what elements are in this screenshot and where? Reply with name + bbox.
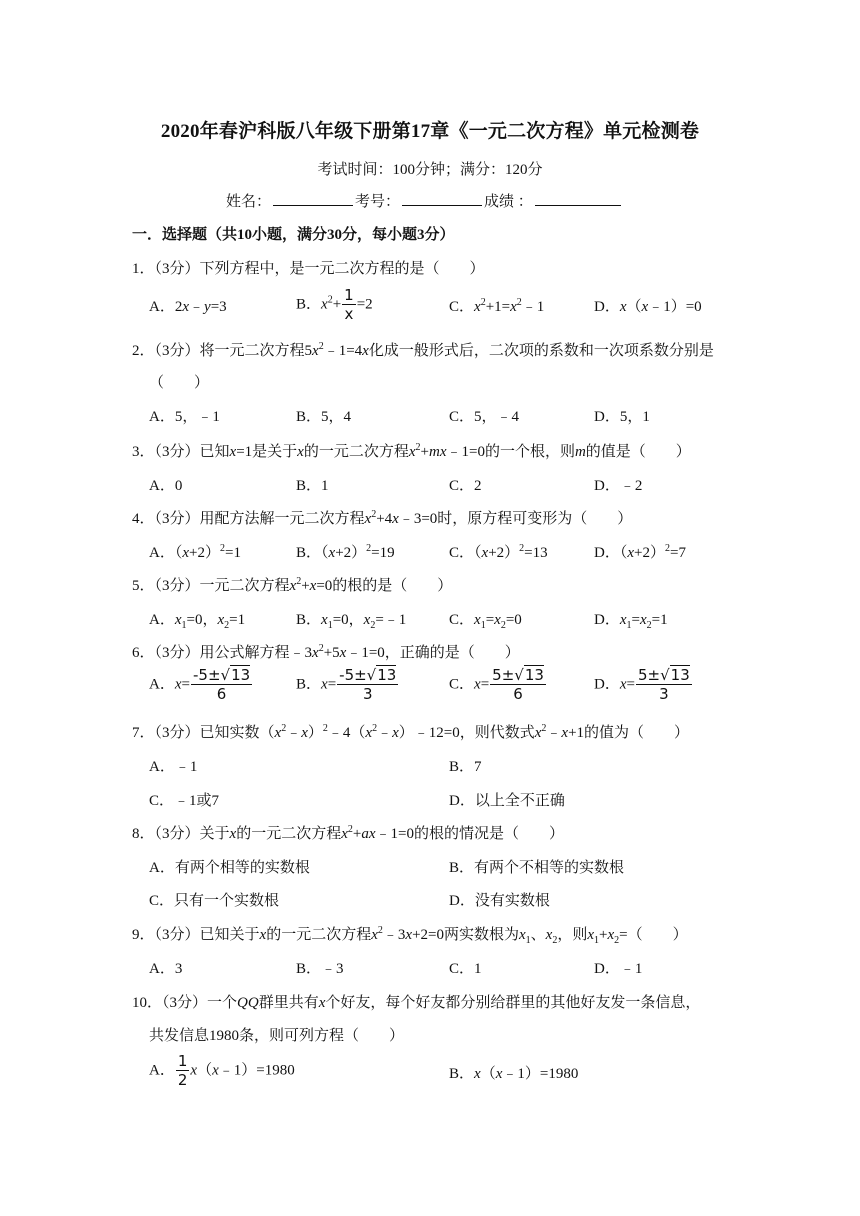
score-label: 成绩 ： xyxy=(484,194,533,210)
question-1: 1．（3分）下列方程中，是一元二次方程的是（ ） xyxy=(132,261,485,277)
id-label: 考号： xyxy=(355,194,401,210)
q2-option-c[interactable]: C．5，﹣4 xyxy=(449,409,520,425)
q5-option-a[interactable]: A．$x_1=0$，$x_2=1$ xyxy=(149,612,246,631)
question-4: 4．（3分）用配方法解一元二次方程$x^2+4x﹣3=0$时，原方程可变形为（ ） xyxy=(132,509,633,527)
question-10-cont: 共发信息1980条，则可列方程（ ） xyxy=(149,1028,405,1044)
q7-option-d[interactable]: D．以上全不正确 xyxy=(449,793,565,809)
question-3: 3．（3分）已知x=1是关于x的一元二次方程$x^2+mx﹣1=0$的一个根，则m的值是（ ） xyxy=(132,442,691,460)
student-info-line xyxy=(226,190,623,211)
q9-option-b[interactable]: B．﹣3 xyxy=(296,961,344,977)
q5-option-b[interactable]: B．$x_1=0$，$x_2=﹣1$ xyxy=(296,612,407,631)
q2-option-d[interactable]: D．5，1 xyxy=(594,409,650,425)
q3-option-a[interactable]: A．0 xyxy=(149,478,183,494)
q10-option-a[interactable]: A． $\frac{1}{2}$ x（x﹣1）=1980 xyxy=(149,1052,295,1089)
q9-option-c[interactable]: C．1 xyxy=(449,961,482,977)
q3-option-b[interactable]: B．1 xyxy=(296,478,329,494)
question-7: 7．（3分）已知实数$(x^2﹣x)^2﹣4(x^2﹣x)﹣12=0$，则代数式$x^2﹣x+1$的值为（ ） xyxy=(132,723,690,741)
q4-option-c[interactable]: C．$(x+2)^2=13$ xyxy=(449,543,548,561)
question-5: 5．（3分）一元二次方程$x^2+x=0$的根的是（ ） xyxy=(132,576,453,594)
question-6: 6．（3分）用公式解方程$﹣3x^2+5x﹣1=0$，正确的是（ ） xyxy=(132,643,520,661)
question-8: 8．（3分）关于x的一元二次方程$x^2+ax﹣1=0$的根的情况是（ ） xyxy=(132,824,564,842)
q2-option-b[interactable]: B．5，4 xyxy=(296,409,352,425)
q6-option-a[interactable]: A．x= $\frac{-5\pm√13}{6}$ xyxy=(149,666,251,703)
name-label: 姓名： xyxy=(226,194,272,210)
q3-option-d[interactable]: D．﹣2 xyxy=(594,478,643,494)
q1-option-d[interactable]: D．x（x﹣1）=0 xyxy=(594,299,702,315)
q8-option-d[interactable]: D．没有实数根 xyxy=(449,893,550,909)
question-10: 10．（3分）一个QQ群里共有x个好友，每个好友都分别给群里的其他好友发一条信息， xyxy=(132,995,701,1011)
id-blank[interactable] xyxy=(402,191,482,206)
q8-option-a[interactable]: A．有两个相等的实数根 xyxy=(149,860,310,876)
q5-option-d[interactable]: D．$x_1=x_2=1$ xyxy=(594,612,668,631)
q8-option-b[interactable]: B．有两个不相等的实数根 xyxy=(449,860,625,876)
exam-info: 考试时间：100分钟；满分：120分 xyxy=(317,162,543,178)
score-blank[interactable] xyxy=(535,191,621,206)
q4-option-b[interactable]: B．$(x+2)^2=19$ xyxy=(296,543,395,561)
q5-option-c[interactable]: C．$x_1=x_2=0$ xyxy=(449,612,522,631)
q4-option-a[interactable]: A．$(x+2)^2=1$ xyxy=(149,543,241,561)
question-2: 2．（3分）将一元二次方程$5x^2﹣1=4x$化成一般形式后，二次项的系数和一次项系数分别是 xyxy=(132,341,714,359)
question-9: 9．（3分）已知关于x的一元二次方程$x^2﹣3x+2=0$两实数根为$x_1$、$x_2$，则$x_1+x_2=$（ ） xyxy=(132,925,688,946)
q6-option-d[interactable]: D．x= $\frac{5\pm√13}{3}$ xyxy=(594,666,690,703)
q7-option-b[interactable]: B．7 xyxy=(449,759,482,775)
q4-option-d[interactable]: D．$(x+2)^2=7$ xyxy=(594,543,686,561)
q7-option-a[interactable]: A．﹣1 xyxy=(149,759,198,775)
q1-option-b[interactable]: B．$x^2+$ $\frac{1}{x}$ =2 xyxy=(296,286,373,323)
q3-option-c[interactable]: C．2 xyxy=(449,478,482,494)
q9-option-a[interactable]: A．3 xyxy=(149,961,183,977)
name-blank[interactable] xyxy=(273,191,353,206)
section-heading: 一．选择题（共10小题，满分30分，每小题3分） xyxy=(132,227,455,243)
q6-option-c[interactable]: C．x= $\frac{5\pm√13}{6}$ xyxy=(449,666,544,703)
q1-option-a[interactable]: A．2x﹣y=3 xyxy=(149,299,227,315)
q6-option-b[interactable]: B．x= $\frac{-5\pm√13}{3}$ xyxy=(296,666,397,703)
question-2-cont: （ ） xyxy=(149,375,210,391)
q8-option-c[interactable]: C．只有一个实数根 xyxy=(149,893,280,909)
page-title: 2020年春沪科版八年级下册第17章《一元二次方程》单元检测卷 xyxy=(160,121,700,142)
q10-option-b[interactable]: B．x（x﹣1）=1980 xyxy=(449,1066,579,1082)
q1-option-c[interactable]: C．$x^2+1=x^2﹣1$ xyxy=(449,297,545,315)
q7-option-c[interactable]: C．﹣1或7 xyxy=(149,793,220,809)
q2-option-a[interactable]: A．5，﹣1 xyxy=(149,409,220,425)
q9-option-d[interactable]: D．﹣1 xyxy=(594,961,643,977)
